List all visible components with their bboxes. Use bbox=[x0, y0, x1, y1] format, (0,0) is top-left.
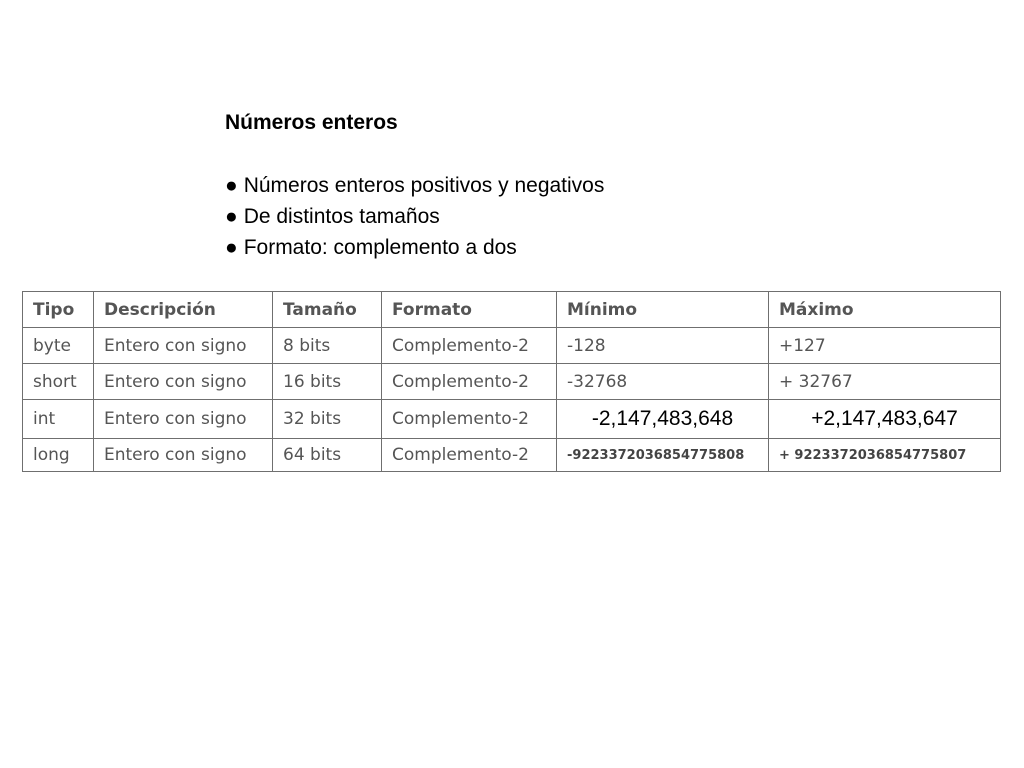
cell-formato: Complemento-2 bbox=[382, 328, 557, 364]
cell-descripcion: Entero con signo bbox=[94, 439, 273, 472]
bullet-text: Formato: complemento a dos bbox=[243, 236, 517, 259]
cell-formato: Complemento-2 bbox=[382, 364, 557, 400]
cell-formato: Complemento-2 bbox=[382, 439, 557, 472]
cell-maximo: +127 bbox=[769, 328, 1001, 364]
bullet-item bbox=[225, 201, 604, 232]
header-tamano: Tamaño bbox=[273, 292, 382, 328]
table-row bbox=[23, 328, 1001, 364]
bullet-icon: ● bbox=[225, 205, 238, 228]
cell-tamano: 16 bits bbox=[273, 364, 382, 400]
cell-tamano: 8 bits bbox=[273, 328, 382, 364]
bullet-icon: ● bbox=[225, 174, 238, 197]
cell-tipo: short bbox=[23, 364, 94, 400]
cell-minimo: -32768 bbox=[557, 364, 769, 400]
cell-tamano: 64 bits bbox=[273, 439, 382, 472]
bullet-list bbox=[225, 170, 604, 263]
slide-title: Números enteros bbox=[225, 111, 398, 134]
bullet-text: De distintos tamaños bbox=[243, 205, 440, 228]
header-descripcion: Descripción bbox=[94, 292, 273, 328]
integer-types-table bbox=[22, 291, 1001, 472]
cell-maximo: + 32767 bbox=[769, 364, 1001, 400]
header-minimo: Mínimo bbox=[557, 292, 769, 328]
cell-descripcion: Entero con signo bbox=[94, 364, 273, 400]
table-header-row bbox=[23, 292, 1001, 328]
table-row bbox=[23, 364, 1001, 400]
table-row bbox=[23, 439, 1001, 472]
bullet-item bbox=[225, 232, 604, 263]
header-maximo: Máximo bbox=[769, 292, 1001, 328]
cell-tipo: byte bbox=[23, 328, 94, 364]
cell-minimo: -128 bbox=[557, 328, 769, 364]
cell-minimo: -2,147,483,648 bbox=[557, 400, 769, 439]
header-tipo: Tipo bbox=[23, 292, 94, 328]
bullet-text: Números enteros positivos y negativos bbox=[243, 174, 605, 197]
table-row bbox=[23, 400, 1001, 439]
cell-maximo: +2,147,483,647 bbox=[769, 400, 1001, 439]
cell-minimo: -9223372036854775808 bbox=[557, 439, 769, 472]
cell-formato: Complemento-2 bbox=[382, 400, 557, 439]
cell-tipo: long bbox=[23, 439, 94, 472]
cell-maximo: + 9223372036854775807 bbox=[769, 439, 1001, 472]
cell-tipo: int bbox=[23, 400, 94, 439]
cell-descripcion: Entero con signo bbox=[94, 328, 273, 364]
bullet-item bbox=[225, 170, 604, 201]
cell-tamano: 32 bits bbox=[273, 400, 382, 439]
bullet-icon: ● bbox=[225, 236, 238, 259]
cell-descripcion: Entero con signo bbox=[94, 400, 273, 439]
header-formato: Formato bbox=[382, 292, 557, 328]
